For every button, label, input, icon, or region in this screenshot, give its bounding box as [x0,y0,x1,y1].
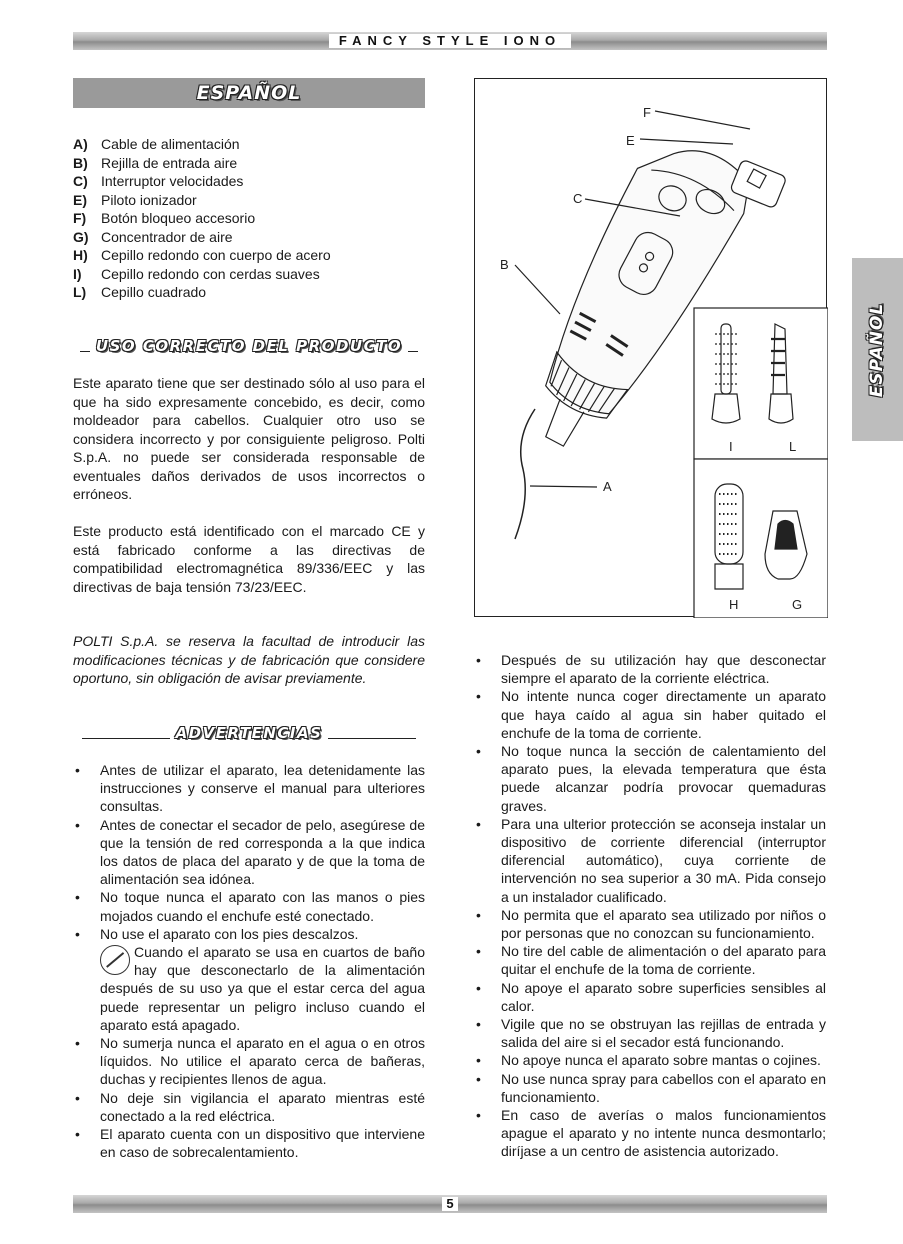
part-key: B) [73,154,88,171]
power-cord [515,409,535,539]
label-g: G [792,597,803,612]
leader-line-b [515,265,560,314]
part-label: Concentrador de aire [101,228,233,245]
uso-paragraph-2: Este producto está identificado con el marcado CE y está fabricado conforme a las directivas de compatibilidad electromagnética 89/336/EEC y las directivas de baja tensión 73/23/EEC. [73,523,425,595]
part-label: Botón bloqueo accesorio [101,210,256,226]
list-item: • No use el aparato con los pies descalzos. [73,925,425,943]
label-a: A [603,479,612,494]
part-label: Piloto ionizador [101,191,197,208]
part-key: F) [73,210,87,226]
part-key: A) [73,136,88,152]
part-key: C) [73,173,88,189]
label-l: L [789,439,797,454]
label-f: F [643,105,651,120]
list-item: • No toque nunca la sección de calentamiento del aparato pues, la elevada temperatura que ésta puede alcanzar podría provocar quemaduras graves. [474,742,826,815]
uso-paragraph-1: Este aparato tiene que ser destinado sólo al uso para el que ha sido expresamente concebido, es decir, como moldeador para cabellos. Cualquier otro uso se considera incorrecto y por consiguiente peligroso. Polti S.p.A. no puede ser considerada responsable de eventuales daños derivados de usos incorrectos o erróneos. [73,375,425,502]
list-item: • En caso de averías o malos funcionamientos apague el aparato y no intente nunca desmontarlo; diríjase a un centro de asistencia autorizado. [474,1106,826,1161]
list-item: • No apoye nunca el aparato sobre mantas o cojines. [474,1051,826,1069]
list-item: • Antes de utilizar el aparato, lea detenidamente las instrucciones y conserve el manual para ulteriores consultas. [73,761,425,816]
list-item: • Antes de conectar el secador de pelo, asegúrese de que la tensión de red corresponda a la que indica los datos de placa del aparato y de que la toma de alimentación sea idónea. [73,816,425,889]
list-item [73,246,425,265]
part-label: Cepillo redondo con cuerpo de acero [101,247,331,263]
warnings-list-left [73,761,425,1161]
part-label: Cepillo redondo con cerdas suaves [101,265,320,282]
part-key: H) [73,247,88,263]
list-item: • No permita que el aparato sea utilizado por niños o por personas que no conozcan su funcionamiento. [474,906,826,942]
footer-bar [73,1195,827,1213]
list-item: • Después de su utilización hay que desconectar siempre el aparato de la corriente eléctrica. [474,651,826,687]
part-key: E) [73,191,87,208]
leader-line-a [530,486,597,487]
accessories-box-top [694,308,828,459]
leader-line-f [655,111,750,129]
heading-rule [80,340,90,352]
product-diagram [474,78,827,617]
warnings-list-right [474,651,826,1161]
side-tab-label: ESPAÑOL [867,302,888,397]
list-item [73,154,425,173]
part-label: Rejilla de entrada aire [101,154,238,171]
accessories-box-bottom [694,459,828,618]
list-item [73,191,425,210]
list-item [73,943,425,1034]
list-item [73,265,425,284]
list-item [73,135,425,154]
parts-list [73,135,425,302]
list-item [73,209,425,228]
uso-section-title: USO CORRECTO DEL PRODUCTO [95,337,403,355]
product-title: FANCY STYLE IONO [329,34,571,48]
list-item [73,283,425,302]
list-item: • No intente nunca coger directamente un aparato que haya caído al agua sin haber quitado el enchufe de la toma de corriente. [474,687,826,742]
list-item: • Vigile que no se obstruyan las rejillas de entrada y salida del aire si el secador está funcionando. [474,1015,826,1051]
no-bath-icon [100,945,130,975]
uso-section-heading [73,334,425,358]
list-item: • Para una ulterior protección se aconseja instalar un dispositivo de corriente diferencial (interruptor diferencial automático), cuya corriente de intervención no sea superior a 30 mA. Pida consejo a un instalador cualificado. [474,815,826,906]
label-h: H [729,597,739,612]
uso-paragraph-3: POLTI S.p.A. se reserva la facultad de introducir las modificaciones técnicas y de fabricación que considere oportuno, sin obligación de avisar previamente. [73,633,425,686]
list-item [73,172,425,191]
heading-rule [328,727,416,739]
part-key: L) [73,284,87,300]
list-item: • El aparato cuenta con un dispositivo que interviene en caso de sobrecalentamiento. [73,1125,425,1161]
label-c: C [573,191,583,206]
hair-styler-illustration [475,79,828,618]
list-item [73,228,425,247]
advertencias-section-title: ADVERTENCIAS [175,724,323,742]
language-banner-title: ESPAÑOL [196,82,302,104]
list-item: • No apoye el aparato sobre superficies sensibles al calor. [474,979,826,1015]
list-item: • No use nunca spray para cabellos con el aparato en funcionamiento. [474,1070,826,1106]
page-number: 5 [442,1197,457,1211]
list-item-text: Cuando el aparato se usa en cuartos de baño hay que desconectarlo de la alimentación después de su uso ya que el estar cerca del agua puede representar un peligro incluso cuando el aparato está apagado. [100,944,425,1033]
label-e: E [626,133,635,148]
part-key: I) [73,265,82,282]
list-item: • No deje sin vigilancia el aparato mientras esté conectado a la red eléctrica. [73,1089,425,1125]
label-b: B [500,257,509,272]
heading-rule [408,340,418,352]
language-banner [73,78,425,108]
heading-rule [82,727,170,739]
list-item: • No sumerja nunca el aparato en el agua o en otros líquidos. No utilice el aparato cerca de bañeras, duchas y recipientes llenos de agua. [73,1034,425,1089]
part-label: Interruptor velocidades [101,173,244,189]
list-item: • No toque nunca el aparato con las manos o pies mojados cuando el enchufe esté conectado. [73,888,425,924]
advertencias-section-heading [73,721,425,745]
part-key: G) [73,228,89,245]
part-label: Cable de alimentación [101,136,240,152]
list-item: • No tire del cable de alimentación o del aparato para quitar el enchufe de la toma de corriente. [474,942,826,978]
part-label: Cepillo cuadrado [101,284,207,300]
label-i: I [729,439,733,454]
header-bar [73,32,827,50]
side-language-tab [852,258,903,441]
leader-line-e [640,139,733,144]
